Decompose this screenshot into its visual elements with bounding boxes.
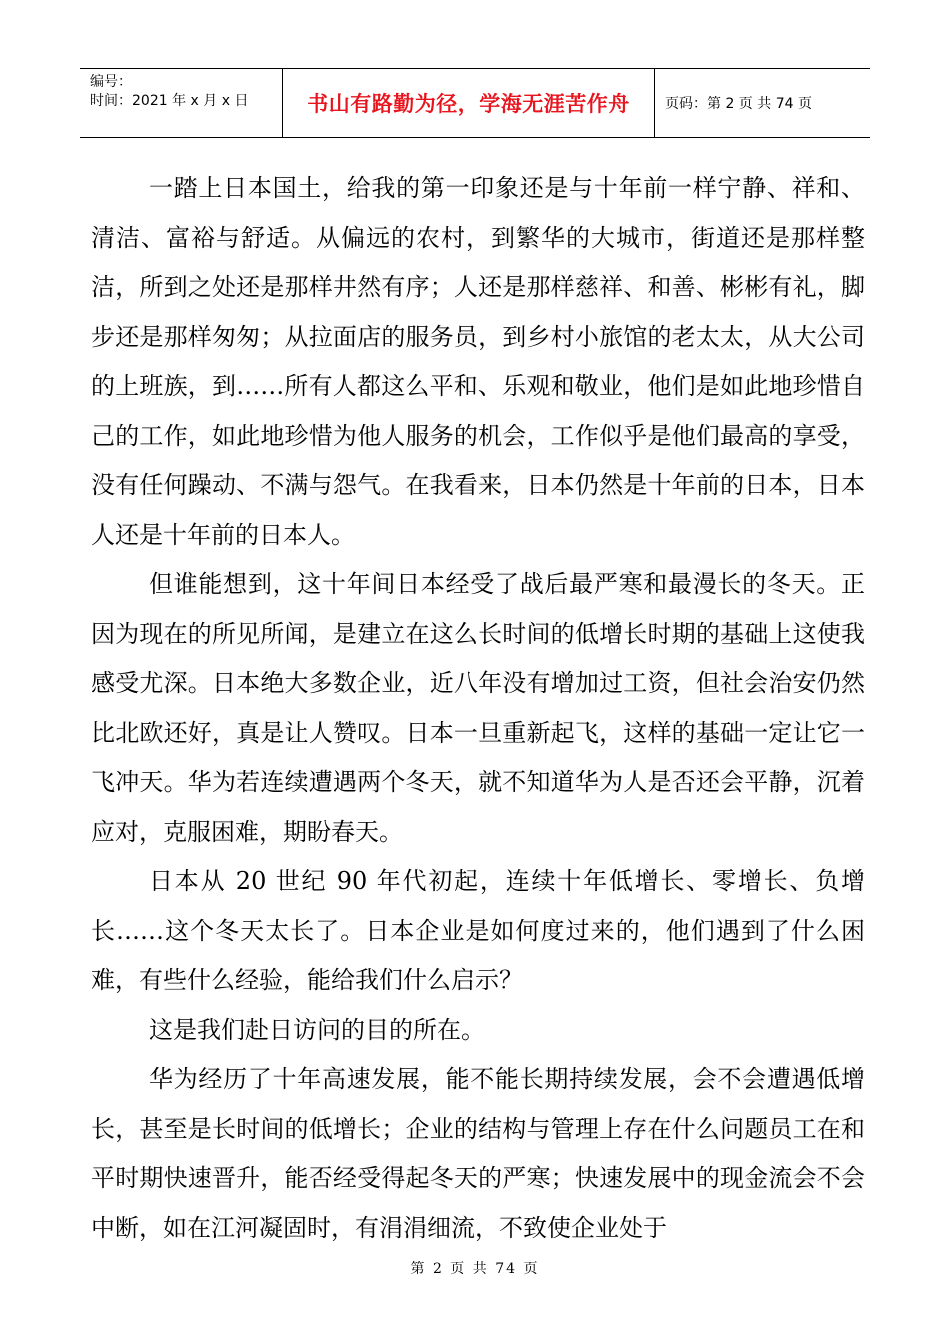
document-body <box>91 164 865 1253</box>
page-footer: 第 2 页 共 74 页 <box>410 1261 540 1277</box>
paragraph: 华为经历了十年高速发展，能不能长期持续发展，会不会遭遇低增长，甚至是长时间的低增长；企业的结构与管理上存在什么问题员工在和平时期快速晋升，能否经受得起冬天的严寒；快速发展中的现金流会不会中断，如在江河凝固时，有涓涓细流，不致使企业处于 <box>91 1065 865 1242</box>
paragraph: 但谁能想到，这十年间日本经受了战后最严寒和最漫长的冬天。正因为现在的所见所闻，是建立在这么长时间的低增长时期的基础上这使我感受尤深。日本绝大多数企业，近八年没有增加过工资，但社会治安仍然比北欧还好，真是让人赞叹。日本一旦重新起飞，这样的基础一定让它一飞冲天。华为若连续遭遇两个冬天，就不知道华为人是否还会平静，沉着应对，克服困难，期盼春天。 <box>91 570 865 846</box>
paragraph: 日本从 20 世纪 90 年代初起，连续十年低增长、零增长、负增长……这个冬天太长了。日本企业是如何度过来的，他们遇到了什么困难，有些什么经验，能给我们什么启示？ <box>91 867 865 994</box>
header-date-label: 时间：2021 年 x 月 x 日 <box>90 93 249 109</box>
header-number-label: 编号： <box>90 74 132 90</box>
header-motto: 书山有路勤为径，学海无涯苦作舟 <box>283 69 655 137</box>
header-meta-cell <box>80 69 283 137</box>
document-header <box>80 68 870 138</box>
header-page-code: 页码：第 2 页 共 74 页 <box>665 96 812 112</box>
paragraph: 一踏上日本国土，给我的第一印象还是与十年前一样宁静、祥和、清洁、富裕与舒适。从偏远的农村，到繁华的大城市，街道还是那样整洁，所到之处还是那样井然有序；人还是那样慈祥、和善、彬彬有礼，脚步还是那样匆匆；从拉面店的服务员，到乡村小旅馆的老太太，从大公司的上班族，到……所有人都这么平和、乐观和敬业，他们是如此地珍惜自己的工作，如此地珍惜为他人服务的机会，工作似乎是他们最高的享受，没有任何躁动、不满与怨气。在我看来，日本仍然是十年前的日本，日本人还是十年前的日本人。 <box>91 174 865 549</box>
paragraph: 这是我们赴日访问的目的所在。 <box>149 1015 485 1044</box>
